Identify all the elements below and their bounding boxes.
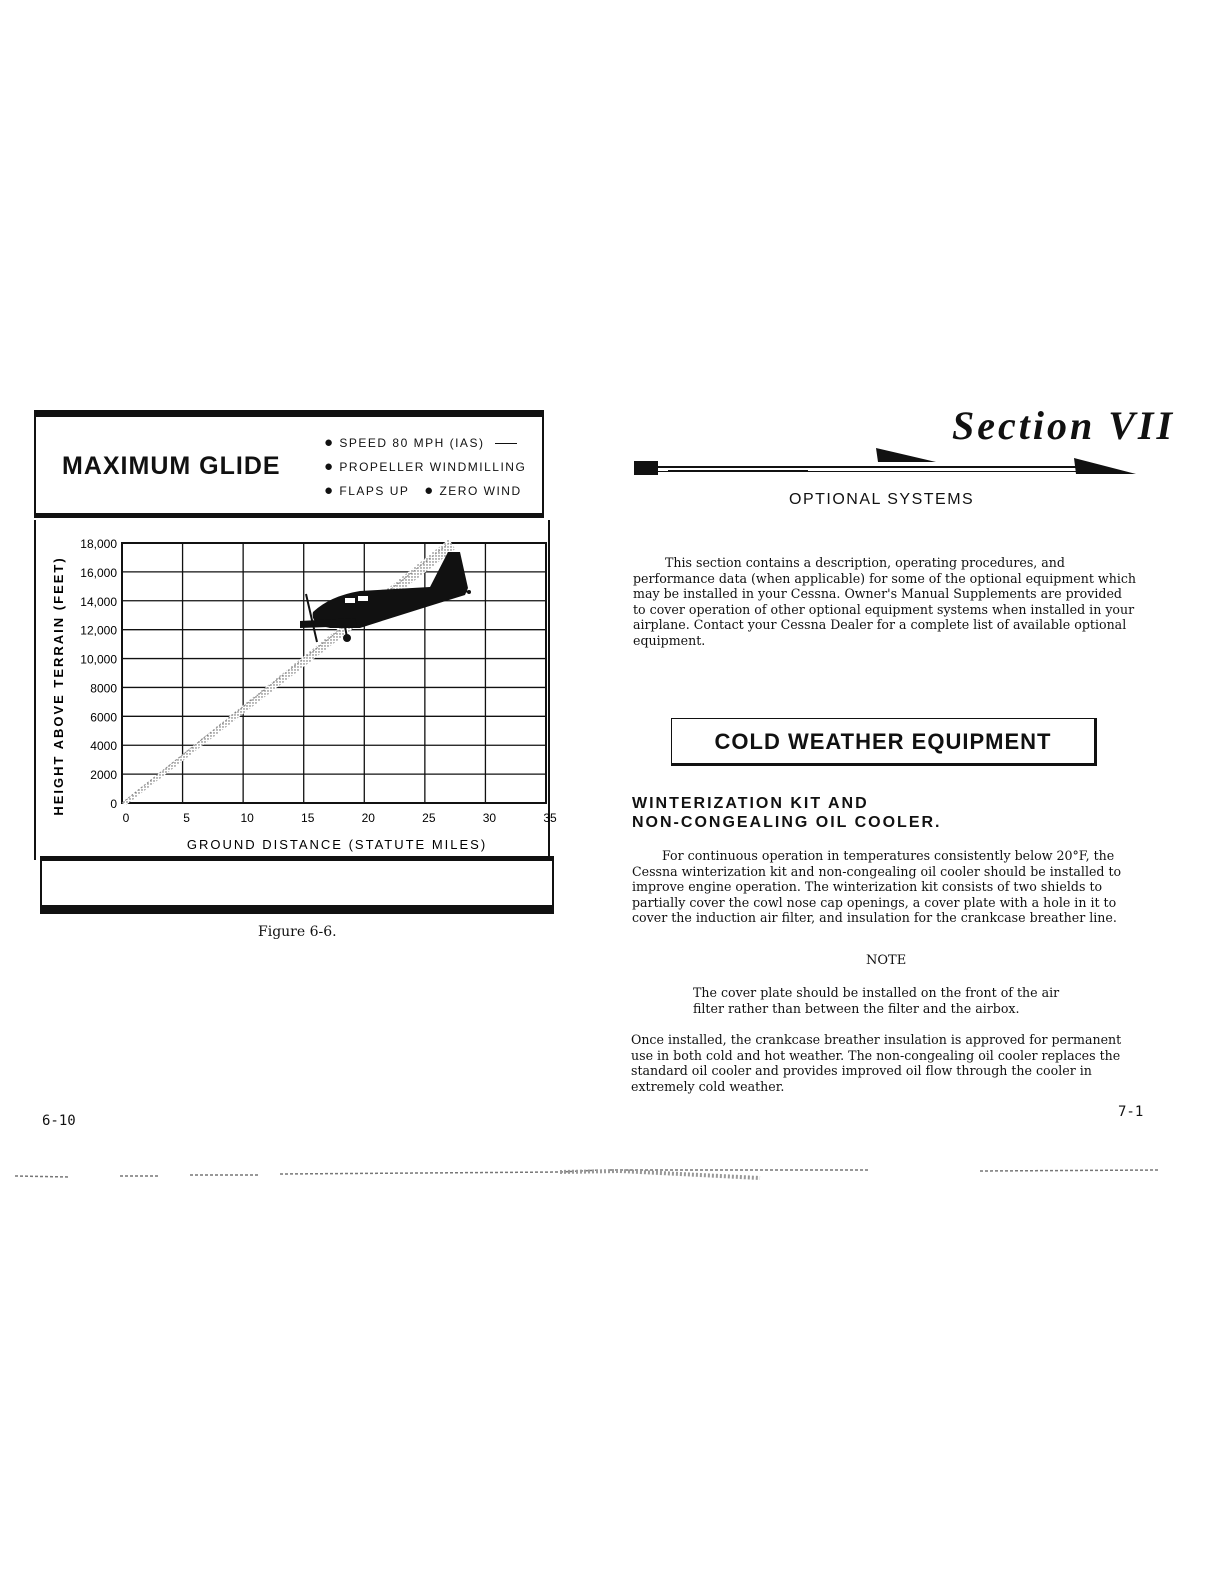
winterization-heading-line1: WINTERIZATION KIT AND <box>632 795 869 812</box>
plot-area-border <box>122 543 546 803</box>
figure-title: MAXIMUM GLIDE <box>62 452 281 480</box>
bullet-icon: ● <box>424 482 435 499</box>
x-tick-label: 0 <box>122 811 130 825</box>
arrow-pointer-icon <box>1074 456 1136 476</box>
winterization-paragraph: For continuous operation in temperatures consistently below 20°F, the Cessna winterization kit and non-congealing oil cooler should be installed to improve engine operation. The winterization kit consists of two shields to partially cover the cowl nose cap openings, a cover plate with a hole in it to cover the induction air filter, and insulation for the crankcase breather line. <box>632 848 1122 926</box>
x-tick-label: 35 <box>543 811 557 825</box>
winterization-heading <box>632 794 941 832</box>
x-tick-label: 15 <box>301 811 315 825</box>
y-tick-label: 10,000 <box>80 652 117 667</box>
condition-flaps-text: FLAPS UP <box>339 484 410 498</box>
section-title: Section VII <box>952 403 1176 448</box>
x-axis-label: GROUND DISTANCE (STATUTE MILES) <box>186 837 488 852</box>
figure-footer-box <box>40 856 554 914</box>
y-tick-label: 14,000 <box>80 594 117 609</box>
glide-path-line <box>122 543 449 803</box>
figure-caption: Figure 6-6. <box>258 924 337 940</box>
bullet-icon: ● <box>324 458 335 475</box>
y-tick-label: 16,000 <box>80 565 117 580</box>
glide-chart <box>0 0 600 880</box>
page-number-right: 7-1 <box>1118 1104 1144 1120</box>
y-tick-label: 0 <box>110 797 117 811</box>
y-tick-label: 12,000 <box>80 623 117 638</box>
y-tick-label: 18,000 <box>80 537 117 551</box>
x-tick-label: 5 <box>183 811 190 825</box>
note-text: The cover plate should be installed on the front of the air filter rather than between the filter and the airbox. <box>693 985 1060 1016</box>
winterization-heading-line2: NON-CONGEALING OIL COOLER. <box>632 814 942 831</box>
section-rule-inner <box>668 470 808 471</box>
intro-paragraph: This section contains a description, operating procedures, and performance data (when applicable) for some of the optional equipment which may be installed in your Cessna. Owner's Manual Supplements are provided to cover operation of other optional equipment systems when installed in your airplane. Contact your Cessna Dealer for a complete list of available optional equipment. <box>633 555 1137 648</box>
airplane-silhouette-icon <box>300 552 471 642</box>
section-rule <box>658 466 1078 472</box>
x-tick-label: 20 <box>361 811 375 825</box>
bullet-icon: ● <box>324 482 335 499</box>
x-tick-label: 10 <box>240 811 254 825</box>
page-number-left: 6-10 <box>42 1113 76 1129</box>
y-tick-label: 4000 <box>90 739 117 754</box>
y-axis-label: HEIGHT ABOVE TERRAIN (FEET) <box>51 556 66 816</box>
optional-systems-heading: OPTIONAL SYSTEMS <box>789 491 975 508</box>
bullet-icon: ● <box>324 434 335 451</box>
note-label: NOTE <box>866 953 907 968</box>
x-tick-label: 30 <box>482 811 497 825</box>
x-tick-label: 25 <box>422 811 436 825</box>
y-tick-label: 2000 <box>90 768 117 783</box>
glide-path-band <box>122 539 455 805</box>
arrow-pointer-icon <box>876 444 938 464</box>
y-tick-label: 6000 <box>90 710 117 725</box>
condition-wind-text: ZERO WIND <box>439 484 522 498</box>
cold-weather-heading-box: COLD WEATHER EQUIPMENT <box>671 718 1097 766</box>
installation-paragraph: Once installed, the crankcase breather insulation is approved for permanent use in both cold and hot weather. The non-congealing oil cooler replaces the standard oil cooler and provides improved oil flow through the cooler in extremely cold weather. <box>631 1032 1122 1094</box>
rule-block <box>634 461 658 475</box>
condition-propeller-text: PROPELLER WINDMILLING <box>339 460 527 474</box>
condition-speed-text: SPEED 80 MPH (IAS) <box>339 436 485 450</box>
y-tick-label: 8000 <box>90 681 117 696</box>
scan-edge-artifact <box>0 1162 1224 1192</box>
